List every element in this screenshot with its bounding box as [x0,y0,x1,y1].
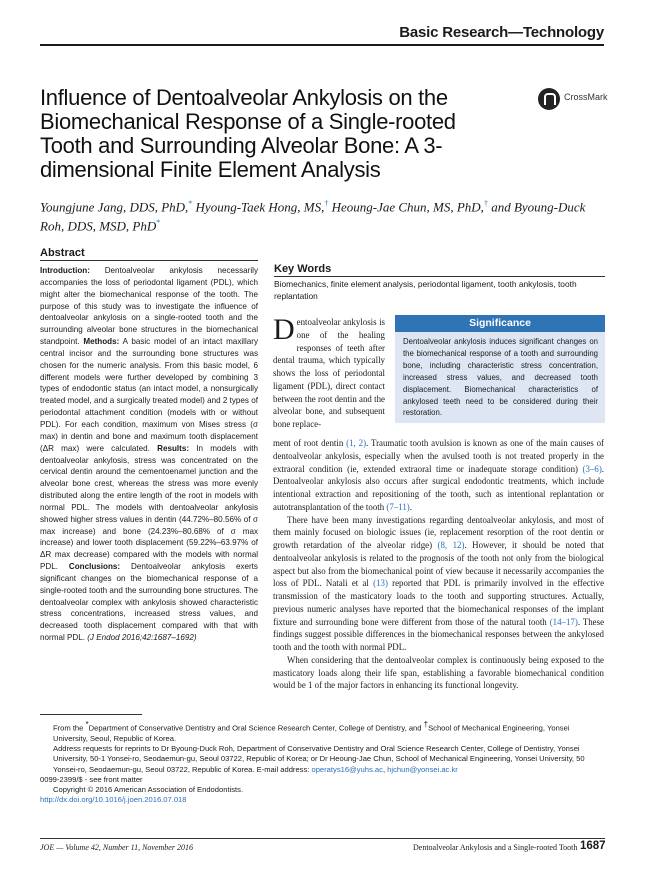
body-paragraph-intro [273,313,385,431]
body-text-column [273,437,604,692]
author-list [40,196,600,235]
abstract-heading: Abstract [40,247,85,259]
article-title: Influence of Dentoalveolar Ankylosis on the Biomechanical Response of a Single-rooted Tooth and Surrounding Alveolar Bone: A 3-dimensional Finite Element Analysis [40,85,456,182]
abstract-citation: (J Endod 2016;42:1687–1692) [84,633,197,643]
affiliation-mark: * [85,720,89,729]
abstract-results: In models with dentoalveolar ankylosis, stress was concentrated on the cervical dentin around the cementoenamel junction and the alveolar bone crest, whereas the stress was more evenly distributed along the entire length of the root in models with normal PDL. The models with dentoalveolar ankylosis showed higher stress values in dentin (44.72%–80.56% of σ max increase) and bone (24.23%–80.68% of σ max increase) and lower tooth displacement (59.22%–63.97% of ΔR max decrease) compared with the models with normal PDL. [40,443,259,572]
author-name: Hyoung-Taek Hong, MS, [192,199,325,215]
journal-info: JOE — Volume 42, Number 11, November 2016 [40,843,193,852]
copyright-note: Copyright © 2016 American Association of Endodontists. [53,785,244,795]
drop-cap: D [273,313,295,346]
author-name: Heoung-Jae Chun, MS, PhD, [328,199,484,215]
footnote-text: , [382,764,388,774]
body-text: . [409,501,412,512]
running-title: Dentoalveolar Ankylosis and a Single-rooted Tooth [413,843,578,852]
body-paragraph [273,514,604,654]
reference-link[interactable]: (1, 2) [346,438,367,448]
abstract-methods: A basic model of an intact maxillary central incisor and the surrounding bone structures was chosen for the numeric analysis. From this basic model, 6 different models were further developed by combining 3 types of endodontic status (an intact model, a nonsurgically treated model, and a surgically treated model) and 2 types of periodontal attachment condition (models with or without PDL). For each condition, maximum von Mises stress (σ max) in dentin and bone and maximum tooth displacement (ΔR max) were calculated. [40,337,258,453]
body-text: There have been many investigations regarding dentoalveolar ankylosis, and most of them mainly focused on biologic issues (ie, replacement resorption of the root dentin or growth retardation of the alveolar ridge) [273,514,604,550]
reprint-note [40,744,605,775]
abstract-label: Results: [149,443,190,453]
body-text: . Dentoalveolar ankylosis also occurs after surgical endodontic treatments, which include intentional extraction and repositioning of the tooth, such as intentional replantation or autotransplantation of the tooth [273,463,604,512]
footnote-text: From the [53,723,86,733]
body-paragraph [273,437,604,514]
doi-link[interactable]: http://dx.doi.org/10.1016/j.joen.2016.07.018 [40,795,187,805]
affiliation-mark: * [188,199,193,208]
body-text: . However, it should be noted that dentoalveolar ankylosis is related to the prognosis of the tooth not only from the biological aspect but also from the biomechanical point of view because it necessarily accompanies the loss of PDL. Natali et al [273,540,604,589]
affiliation-note [40,720,605,744]
email-link[interactable]: hjchun@yonsei.ac.kr [387,764,458,774]
significance-box [395,315,605,423]
affiliation-mark: † [483,199,488,208]
footer-rule [40,838,605,839]
page-number: 1687 [580,840,606,852]
abstract-rule [40,260,258,261]
issn-note: 0099-2399/$ - see front matter [40,774,143,784]
reference-link[interactable]: (13) [373,578,388,589]
body-text: . Traumatic tooth avulsion is known as one of the main causes of dentoalveolar ankylosis, especially when the avulsed tooth is not treated properly in the extraoral condition (ie, extended extraoral time or inadequate storage condition) [273,438,604,474]
author-name: and Byoung-Duck Roh, DDS, MSD, PhD [40,199,586,234]
footnote-rule [40,714,142,715]
affiliation-mark: * [156,218,161,228]
abstract-text [40,265,258,644]
crossmark-label: CrossMark [564,92,608,102]
key-words-rule [274,276,605,277]
body-text: entoalveolar ankylosis is one of the healing responses of teeth after dental trauma, which typically shows the loss of periodontal ligament (PDL), direct contact between the root dentin and the alveolar bone, and subsequent bone replace- [273,317,385,429]
affiliation-mark: † [324,199,329,208]
footnotes [40,720,605,806]
body-text: ment of root dentin [273,438,347,448]
significance-heading: Significance [395,315,605,332]
reference-link[interactable]: (14–17) [549,616,578,627]
key-words-text: Biomechanics, finite element analysis, periodontal ligament, tooth ankylosis, tooth replantation [274,279,577,301]
body-text: reported that PDL is primarily involved in the effective transmission of the masticatory loads to the tooth and supporting structures. Actually, previous numeric analyses have reported that the biomechanical responses of the implant fixture and surrounding bone were different from those of the natural tooth [273,578,605,627]
reference-link[interactable]: (7–11) [386,501,410,512]
author-name: Youngjune Jang, DDS, PhD, [40,199,189,215]
abstract-intro: Dentoalveolar ankylosis necessarily accompanies the loss of periodontal ligament (PDL), which might alter the biomechanical response of the tooth. The purpose of this study was to investigate the influence of dentoalveolar ankylosis on a single-rooted tooth and the surrounding alveolar bone structures in the biomechanical standpoint. [40,266,258,347]
crossmark-button[interactable] [538,88,618,110]
crossmark-icon [538,88,560,110]
key-words-heading: Key Words [274,263,332,275]
body-text: . These findings suggest possible differences in the biomechanical responses between the ankylosed tooth and the tooth with normal PDL. [273,616,605,652]
footnote-text: School of Mechanical Engineering, Yonsei University, Seoul, Republic of Korea. [53,723,570,743]
abstract-conclusions: Dentoalveolar ankylosis exerts significant changes on the biomechanical response of a single-rooted tooth and the surrounding bone structures. The dentoalveolar complex with ankylosis showed characteristic stress concentrations, increased stress values, and decreased tooth displacement compared with that with normal PDL. [40,562,258,643]
affiliation-mark: † [423,720,429,729]
body-paragraph: When considering that the dentoalveolar complex is continuously being exposed to the masticatory loads along their life span, establishing a favorable biomechanical condition would be 1 of the major factors in enhancing its functional longevity. [273,654,604,691]
reference-link[interactable]: (3–6) [582,463,602,474]
header-rule [40,44,604,46]
abstract-label: Conclusions: [58,562,121,572]
abstract-label: Introduction: [40,266,90,275]
footnote-text: Address requests for reprints to Dr Byoung-Duck Roh, Department of Conservative Dentistry and Oral Science Research Center, College of Dentistry, Yonsei University, 50-1 Yonsei-ro, Seodaemun-gu, Seoul 03722, Republic of Korea; or Dr Heoung-Jae Chun, School of Mechanical Engineering, Yonsei University, 50 Yonsei-ro, Seodaemun-gu, Seoul 03722, Republic of Korea. E-mail address: [53,744,585,774]
reference-link[interactable]: (8, 12) [437,540,465,550]
section-header: Basic Research—Technology [399,24,604,41]
abstract-label: Methods: [79,337,120,347]
footnote-text: Department of Conservative Dentistry and Oral Science Research Center, College of Dentistry, and [88,723,424,733]
significance-text: Dentoalveolar ankylosis induces significant changes on the biomechanical response of a tooth and surrounding bone, including characteristic stress concentration, increased stress values, and decreased tooth displacement. Biomechanical characteristics of ankylosed teeth need to be considered during their restoration. [403,337,598,418]
email-link[interactable]: operatys16@yuhs.ac [311,764,383,774]
